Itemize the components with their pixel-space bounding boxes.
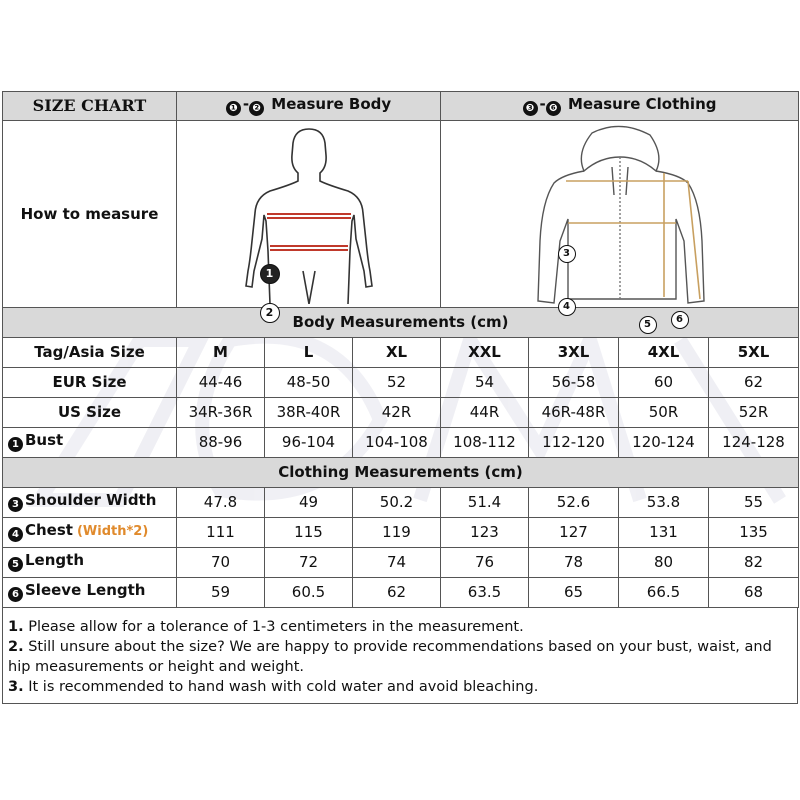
table-cell: 115 [265, 518, 353, 548]
row-label: US Size [3, 398, 177, 428]
table-cell: 51.4 [441, 488, 529, 518]
table-cell: 55 [709, 488, 799, 518]
measure-body-label: Measure Body [271, 94, 392, 113]
note-item [8, 617, 792, 637]
table-cell: 82 [709, 548, 799, 578]
table-cell: 50R [619, 398, 709, 428]
table-cell: 135 [709, 518, 799, 548]
table-cell: 112-120 [529, 428, 619, 458]
table-cell: 60.5 [265, 578, 353, 608]
table-cell: 42R [353, 398, 441, 428]
how-to-measure-row [3, 121, 799, 308]
table-row-eur [3, 368, 799, 398]
body-figure-cell [177, 121, 441, 319]
table-cell: 68 [709, 578, 799, 608]
size-cell: M [177, 338, 265, 368]
note-text: Please allow for a tolerance of 1-3 centimeters in the measurement. [23, 619, 524, 635]
table-cell: 54 [441, 368, 529, 398]
bust-label: Bust [25, 431, 64, 449]
table-row-us [3, 398, 799, 428]
size-cell: L [265, 338, 353, 368]
size-cell: XXL [441, 338, 529, 368]
note-item [8, 637, 792, 677]
clothing-measurements-band [3, 458, 799, 488]
sleeve-label: Sleeve Length [25, 581, 146, 599]
measure-body-num-1: ❶ [226, 101, 241, 116]
table-cell: 44-46 [177, 368, 265, 398]
note-number: 3. [8, 679, 24, 695]
hoodie-icon [442, 121, 798, 304]
table-cell: 59 [177, 578, 265, 608]
body-marker-2-label: 2 [265, 305, 274, 319]
table-cell: 38R-40R [265, 398, 353, 428]
bust-num-badge: 1 [8, 437, 23, 452]
body-measurements-title: Body Measurements (cm) [3, 308, 799, 338]
size-cell: 3XL [529, 338, 619, 368]
chest-label: Chest [25, 521, 73, 539]
human-silhouette-icon [178, 121, 440, 304]
table-cell: 66.5 [619, 578, 709, 608]
size-cell: 4XL [619, 338, 709, 368]
table-cell: 80 [619, 548, 709, 578]
row-label [3, 548, 177, 578]
table-cell: 78 [529, 548, 619, 578]
clothing-marker-4-label: 4 [563, 300, 570, 312]
note-item [8, 677, 792, 697]
chest-num-badge: 4 [8, 527, 23, 542]
table-row-length [3, 548, 799, 578]
table-cell: 65 [529, 578, 619, 608]
measure-clothing-num-3: ❸ [523, 101, 538, 116]
table-row-shoulder [3, 488, 799, 518]
table-cell: 96-104 [265, 428, 353, 458]
row-label [3, 488, 177, 518]
table-cell: 52 [353, 368, 441, 398]
table-cell: 70 [177, 548, 265, 578]
measure-body-header: ❶ - ❷ Measure Body [177, 92, 441, 121]
note-number: 1. [8, 619, 24, 635]
table-cell: 53.8 [619, 488, 709, 518]
table-cell: 74 [353, 548, 441, 578]
table-cell: 123 [441, 518, 529, 548]
table-cell: 127 [529, 518, 619, 548]
size-chart-table [2, 91, 799, 608]
row-label [3, 518, 177, 548]
table-cell: 63.5 [441, 578, 529, 608]
clothing-marker-3-label: 3 [563, 247, 570, 259]
table-cell: 47.8 [177, 488, 265, 518]
length-num-badge: 5 [8, 557, 23, 572]
header-row [3, 92, 799, 121]
table-cell: 34R-36R [177, 398, 265, 428]
table-cell: 120-124 [619, 428, 709, 458]
table-cell: 52.6 [529, 488, 619, 518]
sleeve-num-badge: 6 [8, 587, 23, 602]
table-cell: 52R [709, 398, 799, 428]
table-cell: 60 [619, 368, 709, 398]
table-cell: 44R [441, 398, 529, 428]
body-marker-1-label: 1 [265, 266, 274, 280]
table-cell: 124-128 [709, 428, 799, 458]
row-label: EUR Size [3, 368, 177, 398]
clothing-measurements-title: Clothing Measurements (cm) [3, 458, 799, 488]
tag-asia-size-label: Tag/Asia Size [3, 338, 177, 368]
measure-clothing-label: Measure Clothing [568, 94, 717, 113]
size-header-row [3, 338, 799, 368]
table-cell: 119 [353, 518, 441, 548]
row-label [3, 578, 177, 608]
table-row-bust [3, 428, 799, 458]
table-cell: 131 [619, 518, 709, 548]
measure-body-num-2: ❷ [249, 101, 264, 116]
shoulder-label: Shoulder Width [25, 491, 157, 509]
row-label [3, 428, 177, 458]
table-cell: 49 [265, 488, 353, 518]
how-to-measure-label: How to measure [3, 121, 177, 308]
measure-clothing-header: ❸ - ❻ Measure Clothing [441, 92, 799, 121]
size-chart-title: SIZE CHART [3, 92, 177, 121]
table-cell: 72 [265, 548, 353, 578]
note-text: Still unsure about the size? We are happy to provide recommendations based on your bust, waist, and hip measurements or height and weight. [8, 639, 772, 675]
table-cell: 62 [353, 578, 441, 608]
table-cell: 50.2 [353, 488, 441, 518]
table-cell: 62 [709, 368, 799, 398]
table-cell: 48-50 [265, 368, 353, 398]
body-marker-1 [260, 264, 280, 284]
measure-clothing-num-6: ❻ [546, 101, 561, 116]
table-cell: 76 [441, 548, 529, 578]
note-text: It is recommended to hand wash with cold water and avoid bleaching. [23, 679, 539, 695]
table-cell: 108-112 [441, 428, 529, 458]
table-row-chest [3, 518, 799, 548]
note-number: 2. [8, 639, 24, 655]
clothing-marker-3 [558, 245, 576, 263]
clothing-figure-cell: 3 4 5 6 [441, 121, 799, 308]
table-cell: 88-96 [177, 428, 265, 458]
table-row-sleeve [3, 578, 799, 608]
shoulder-num-badge: 3 [8, 497, 23, 512]
notes-panel [2, 608, 798, 704]
size-cell: XL [353, 338, 441, 368]
chest-width-note: (Width*2) [76, 524, 149, 539]
table-cell: 104-108 [353, 428, 441, 458]
size-cell: 5XL [709, 338, 799, 368]
table-cell: 111 [177, 518, 265, 548]
length-label: Length [25, 551, 84, 569]
table-cell: 46R-48R [529, 398, 619, 428]
table-cell: 56-58 [529, 368, 619, 398]
